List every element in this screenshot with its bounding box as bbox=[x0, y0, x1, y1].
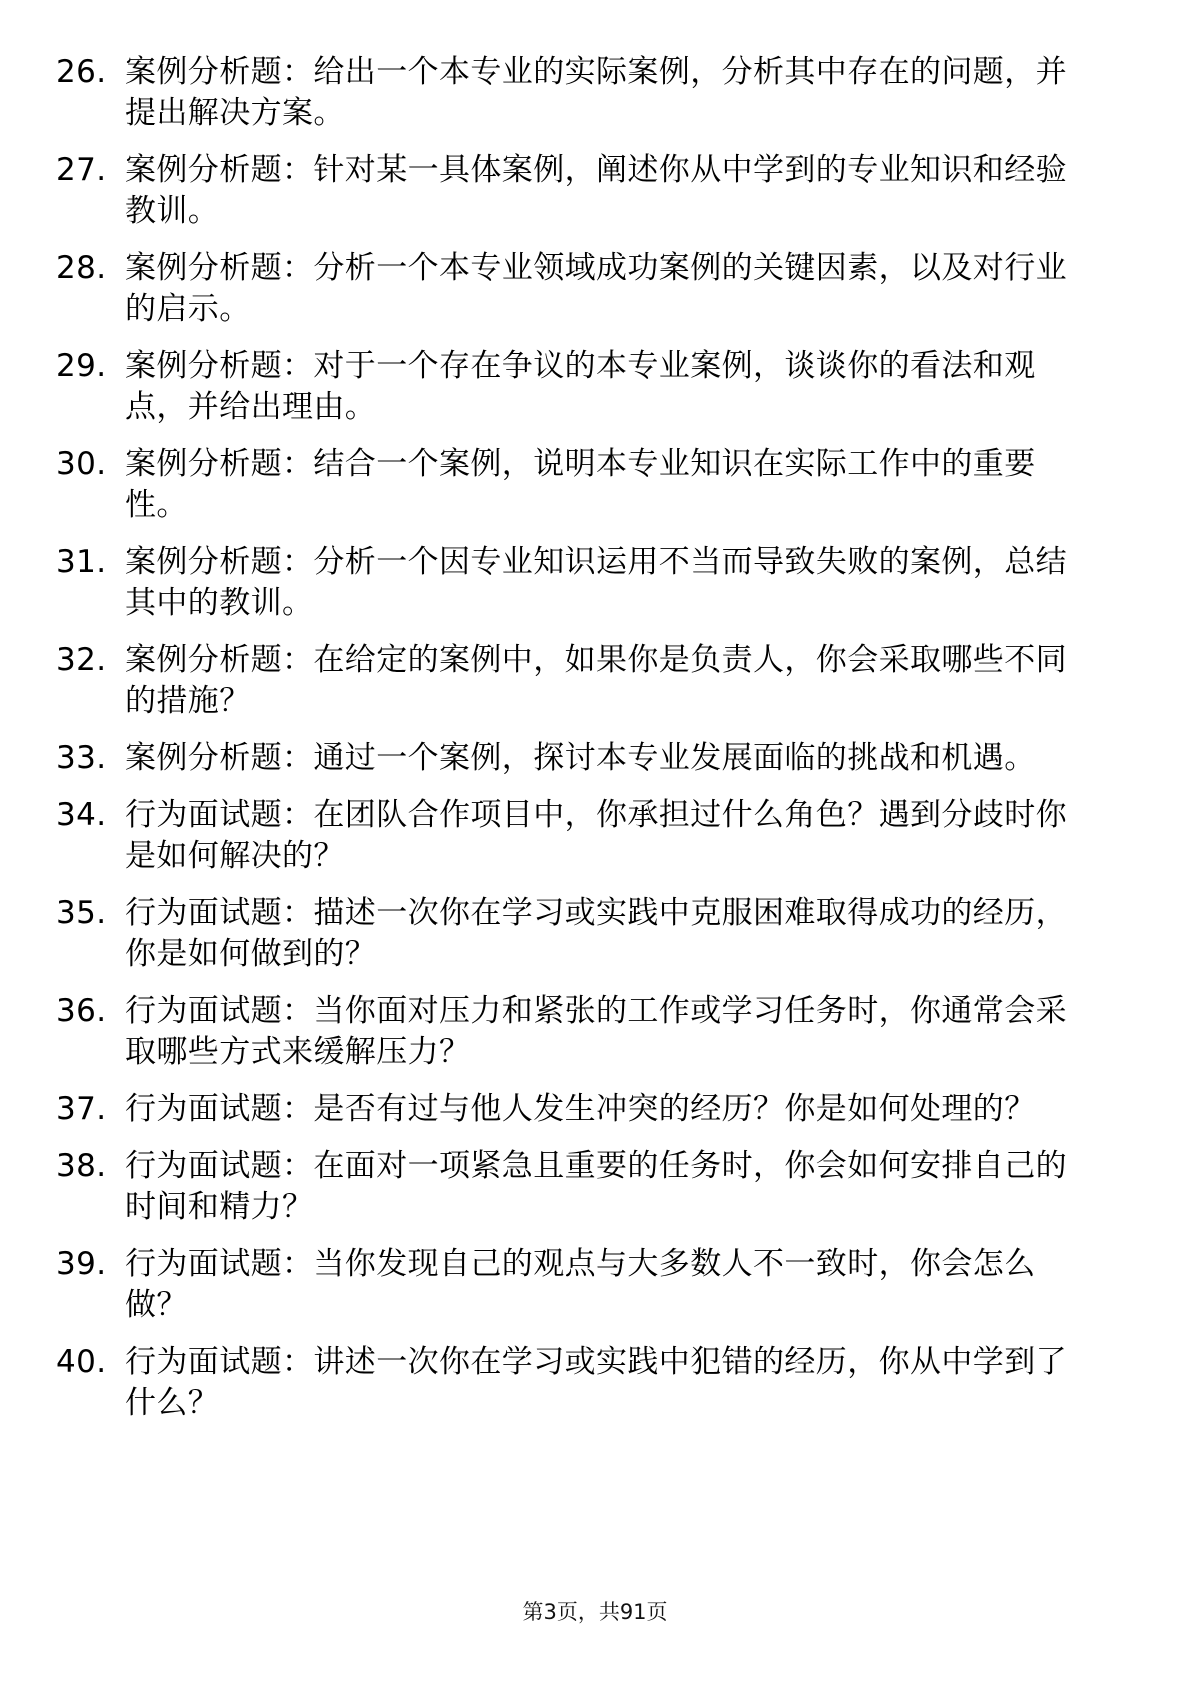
question-text: 行为面试题：当你发现自己的观点与大多数人不一致时，你会怎么做？ bbox=[125, 1246, 1036, 1323]
question-list bbox=[56, 52, 1116, 1440]
question-item bbox=[56, 640, 1116, 722]
question-item bbox=[56, 1244, 1116, 1326]
question-number: 34. bbox=[56, 797, 107, 833]
question-text: 行为面试题：在团队合作项目中，你承担过什么角色？遇到分歧时你是如何解决的？ bbox=[125, 797, 1067, 874]
question-number: 30. bbox=[56, 446, 107, 482]
question-item bbox=[56, 542, 1116, 624]
question-number: 33. bbox=[56, 740, 107, 776]
question-number: 35. bbox=[56, 895, 107, 931]
question-number: 38. bbox=[56, 1148, 107, 1184]
question-item bbox=[56, 444, 1116, 526]
page-number-footer: 第3页，共91页 bbox=[522, 1600, 668, 1624]
question-item bbox=[56, 991, 1116, 1073]
question-text: 行为面试题：描述一次你在学习或实践中克服困难取得成功的经历，你是如何做到的？ bbox=[125, 895, 1067, 972]
question-number: 32. bbox=[56, 642, 107, 678]
question-text: 案例分析题：分析一个本专业领域成功案例的关键因素，以及对行业的启示。 bbox=[125, 250, 1067, 327]
question-number: 36. bbox=[56, 993, 107, 1029]
question-item bbox=[56, 52, 1116, 134]
question-number: 31. bbox=[56, 544, 107, 580]
question-number: 26. bbox=[56, 54, 107, 90]
question-text: 案例分析题：给出一个本专业的实际案例，分析其中存在的问题，并提出解决方案。 bbox=[125, 54, 1067, 131]
question-number: 27. bbox=[56, 152, 107, 188]
question-number: 40. bbox=[56, 1344, 107, 1380]
question-item bbox=[56, 893, 1116, 975]
question-number: 37. bbox=[56, 1091, 107, 1127]
question-text: 案例分析题：分析一个因专业知识运用不当而导致失败的案例，总结其中的教训。 bbox=[125, 544, 1067, 621]
question-text: 行为面试题：当你面对压力和紧张的工作或学习任务时，你通常会采取哪些方式来缓解压力？ bbox=[125, 993, 1067, 1070]
question-number: 29. bbox=[56, 348, 107, 384]
question-item bbox=[56, 1342, 1116, 1424]
question-text: 案例分析题：对于一个存在争议的本专业案例，谈谈你的看法和观点，并给出理由。 bbox=[125, 348, 1036, 425]
question-text: 案例分析题：在给定的案例中，如果你是负责人，你会采取哪些不同的措施？ bbox=[125, 642, 1067, 719]
question-text: 行为面试题：讲述一次你在学习或实践中犯错的经历，你从中学到了什么？ bbox=[125, 1344, 1067, 1421]
question-number: 39. bbox=[56, 1246, 107, 1282]
question-item bbox=[56, 346, 1116, 428]
question-item bbox=[56, 248, 1116, 330]
question-item bbox=[56, 738, 1116, 779]
question-number: 28. bbox=[56, 250, 107, 286]
question-item bbox=[56, 1089, 1116, 1130]
question-item bbox=[56, 795, 1116, 877]
question-text: 行为面试题：是否有过与他人发生冲突的经历？你是如何处理的？ bbox=[125, 1091, 1036, 1127]
question-text: 案例分析题：结合一个案例，说明本专业知识在实际工作中的重要性。 bbox=[125, 446, 1036, 523]
question-item bbox=[56, 1146, 1116, 1228]
question-text: 案例分析题：针对某一具体案例，阐述你从中学到的专业知识和经验教训。 bbox=[125, 152, 1067, 229]
question-item bbox=[56, 150, 1116, 232]
question-text: 行为面试题：在面对一项紧急且重要的任务时，你会如何安排自己的时间和精力？ bbox=[125, 1148, 1067, 1225]
question-text: 案例分析题：通过一个案例，探讨本专业发展面临的挑战和机遇。 bbox=[125, 740, 1036, 776]
